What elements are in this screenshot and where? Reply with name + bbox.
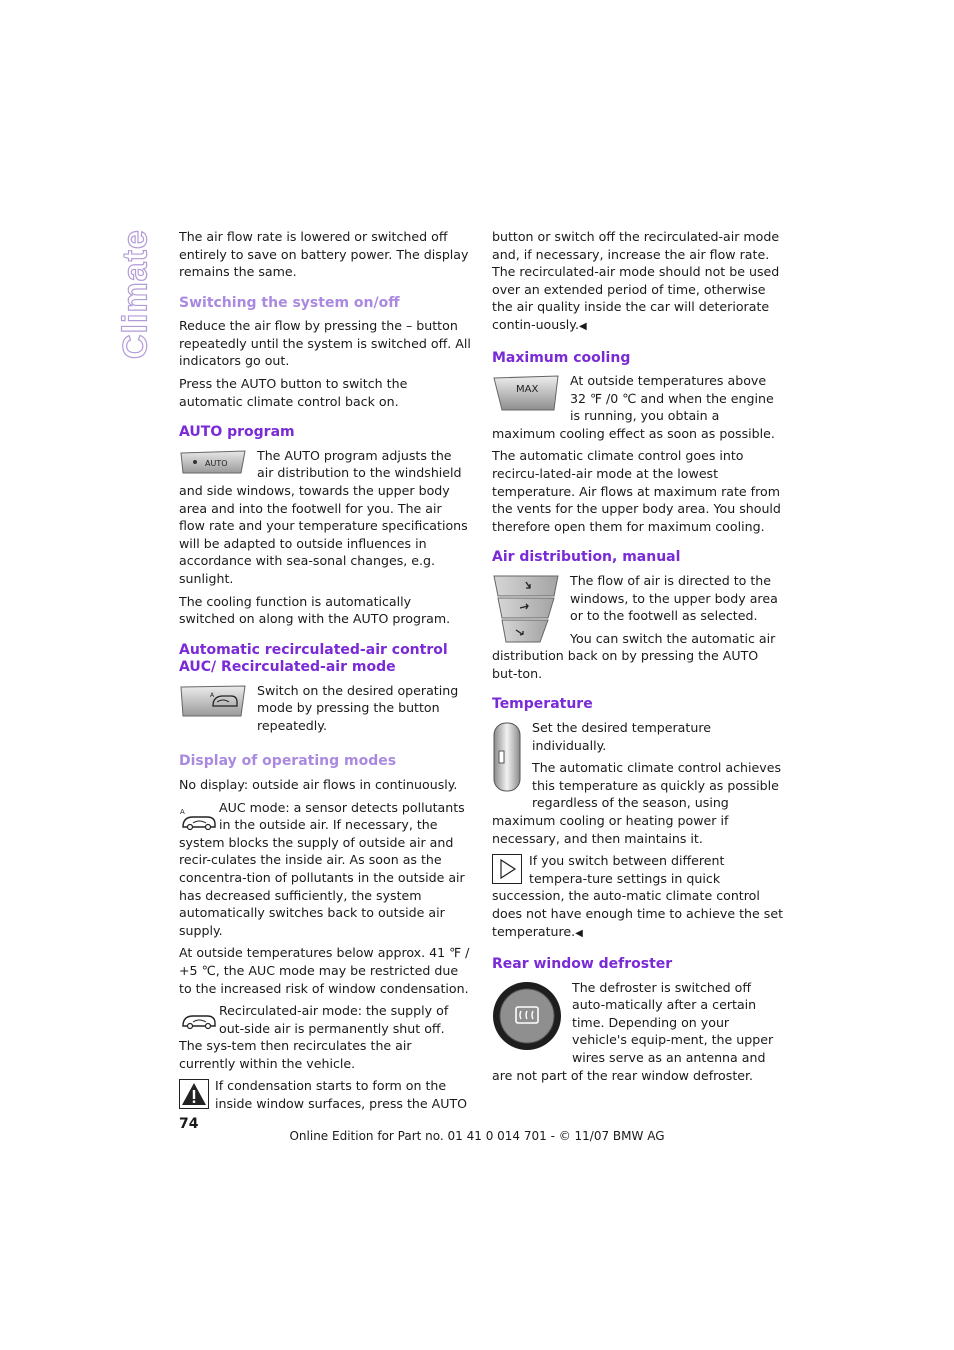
display-text-3: At outside temperatures below approx. 41 ℉ / +5 ℃, the AUC mode may be restricted due to the increased risk of window condensation. [179,945,470,996]
switching-text-1: Reduce the air flow by pressing the – button repeatedly until the system is switched off. All indicators go out. [179,318,471,369]
air-distribution-text-1: The flow of air is directed to the windows, to the upper body area or to the footwell as selected. [570,572,778,624]
auto-text-1: The AUTO program adjusts the air distribution to the windshield and side windows, towards the upper body area and into the footwell for you. The air flow rate and your temperature specifications will be adapted to outside influences in accordance with sea-sonal changes, e.g. sunlight. [179,447,468,586]
auto-button-label: AUTO [205,458,228,468]
max-text-2: The automatic climate control goes into recircu-lated-air mode at the lowest temperature. Air flows at maximum rate from the vents for the upper body area. You should therefore open them for maximum cooling. [492,448,781,534]
max-button-label: MAX [516,384,539,396]
end-mark-icon: ◀ [578,320,587,332]
max-cooling-heading: Maximum cooling [492,349,631,366]
display-text-2: AUC mode: a sensor detects pollutants in the outside air. If necessary, the system blocks the supply of outside air and recir-culates the inside air. As soon as the concentra-tion of pollutants in the outside air has decreased sufficiently, the system automatically switches back to outside air supply. [179,799,465,938]
display-modes-heading: Display of operating modes [179,753,397,770]
recirculation-button-icon [179,684,247,718]
display-text-1: No display: outside air flows in continuously. [179,776,458,792]
max-text-1: At outside temperatures above 32 ℉ /0 ℃ and when the engine is running, you obtain a maximum cooling effect as soon as possible. [492,373,775,441]
svg-text:A: A [180,807,185,816]
temperature-text-2: The automatic climate control achieves this temperature as quickly as possible regardless of the season, using maximum cooling or heating power if necessary, and then maintains it. [492,760,782,846]
switching-text-2: Press the AUTO button to switch the automatic climate control back on. [179,376,408,409]
temperature-dial-icon [492,721,522,793]
recirculation-mode-icon [179,1008,217,1030]
auc-mode-icon [179,805,217,831]
intro-text: The air flow rate is lowered or switched off entirely to save on battery power. The display remains the same. [179,229,469,280]
continued-text: button or switch off the recirculated-air mode and, if necessary, increase the air flow rate. The recirculated-air mode should not be used over an extended period of time, otherwise the air quality inside the car will deteriorate contin-uously.◀ [492,229,780,332]
max-button-icon [492,374,560,412]
temperature-note: If you switch between different tempera-ture settings in quick succession, the auto-matic climate control does not have enough time to achieve the set temperature.◀ [492,853,784,939]
left-column [179,228,471,1118]
footer: Online Edition for Part no. 01 41 0 014 701 - © 11/07 BMW AG [289,1129,665,1143]
end-mark-icon: ◀ [575,927,583,939]
switching-heading: Switching the system on/off [179,294,400,311]
section-tab-climate: Climate [116,229,155,359]
warning-text: If condensation starts to form on the inside window surfaces, press the AUTO [215,1078,468,1112]
note-arrow-icon [492,854,522,884]
rear-defroster-heading: Rear window defroster [492,956,673,973]
svg-text:A: A [210,691,215,699]
warning-icon [179,1079,209,1109]
rear-defroster-text: The defroster is switched off auto-matically after a certain time. Depending on your vehicle's equip-ment, the upper wires serve as an antenna and are not part of the rear window defroster. [492,979,774,1083]
page-number: 74 [179,1116,199,1132]
temperature-text-1: Set the desired temperature individually. [532,719,711,753]
rear-defroster-button-icon [492,981,562,1051]
air-distribution-heading: Air distribution, manual [492,549,681,566]
display-text-4: Recirculated-air mode: the supply of out-side air is permanently shut off. The sys-tem then recirculates the air currently within the vehicle. [179,1003,449,1071]
air-distribution-buttons-icon [492,574,560,644]
right-column [492,228,784,1089]
auc-text-1: Switch on the desired operating mode by pressing the button repeatedly. [257,682,459,733]
auto-program-heading: AUTO program [179,424,295,441]
auc-heading: Automatic recirculated-air control AUC/ Recirculated-air mode [179,641,448,676]
auto-text-2: The cooling function is automatically switched on along with the AUTO program. [179,593,451,627]
temperature-heading: Temperature [492,696,593,713]
air-distribution-text-2: You can switch the automatic air distribution back on by pressing the AUTO but-ton. [492,630,776,681]
auto-button-icon [179,449,247,475]
